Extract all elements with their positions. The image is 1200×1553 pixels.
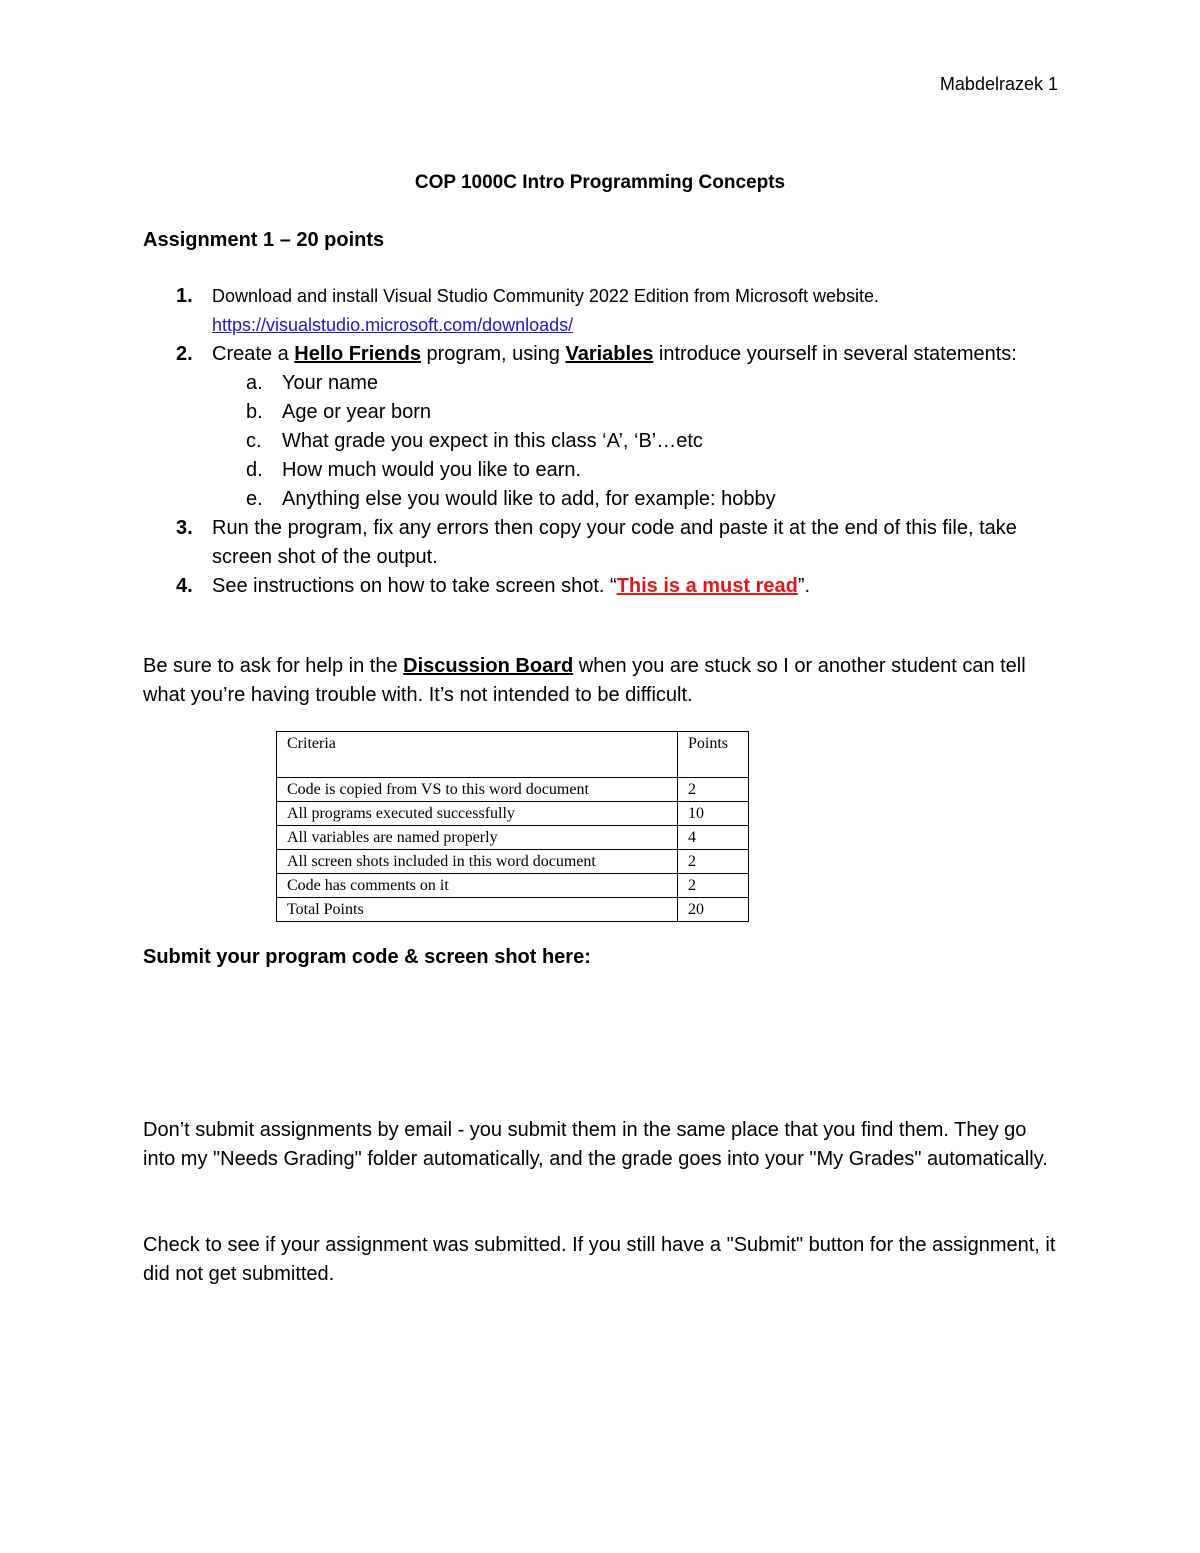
- sub-letter: a.: [246, 372, 263, 394]
- step-1: [143, 282, 1063, 340]
- note-paragraph-2: Check to see if your assignment was submitted. If you still have a "Submit" button for the assignment, it did not get submitted.: [143, 1234, 1056, 1285]
- table-row: [277, 802, 749, 826]
- instructions-list: [143, 282, 1063, 601]
- must-read-link[interactable]: This is a must read: [616, 575, 798, 597]
- help-text-post: when you are stuck so I or another student can tell what you’re having trouble with. It’s not intended to be difficult.: [143, 655, 1026, 706]
- criteria-cell: All programs executed successfully: [277, 802, 678, 826]
- step-number: 4.: [176, 575, 193, 597]
- points-cell: 2: [678, 850, 749, 874]
- document-title: COP 1000C Intro Programming Concepts: [414, 172, 786, 193]
- step-4-text-post: ”.: [797, 575, 811, 597]
- sub-text: Your name: [282, 372, 378, 394]
- sub-text: Age or year born: [282, 401, 431, 423]
- hello-friends-term: Hello Friends: [294, 343, 421, 365]
- points-cell: 2: [678, 874, 749, 898]
- step-2-text-post: introduce yourself in several statements:: [653, 343, 1017, 365]
- sub-item: [212, 369, 1063, 398]
- step-2-text-mid: program, using: [420, 343, 566, 365]
- table-row: [277, 826, 749, 850]
- sub-item: [212, 398, 1063, 427]
- step-4-text-pre: See instructions on how to take screen shot. “: [212, 575, 617, 597]
- discussion-board-term: Discussion Board: [403, 655, 574, 677]
- help-paragraph: [143, 652, 1063, 710]
- points-cell: 10: [678, 802, 749, 826]
- step-number: 3.: [176, 517, 193, 539]
- step-3-text: Run the program, fix any errors then copy your code and paste it at the end of this file, take screen shot of the output.: [212, 517, 1017, 568]
- submit-heading: Submit your program code & screen shot here:: [143, 946, 591, 968]
- step-3: [143, 514, 1063, 572]
- sub-item: [212, 427, 1063, 456]
- sub-list: [212, 369, 1063, 514]
- sub-text: What grade you expect in this class ‘A’, ‘B’…etc: [282, 430, 703, 452]
- assignment-heading: Assignment 1 – 20 points: [143, 229, 385, 251]
- sub-text: Anything else you would like to add, for example: hobby: [282, 488, 776, 510]
- step-2-text-pre: Create a: [212, 343, 295, 365]
- criteria-cell: All variables are named properly: [277, 826, 678, 850]
- points-cell: 2: [678, 778, 749, 802]
- step-1-text: Download and install Visual Studio Community 2022 Edition from Microsoft website.: [212, 286, 879, 306]
- step-number: 2.: [176, 343, 193, 365]
- points-header: Points: [678, 732, 749, 778]
- rubric-table: [276, 731, 749, 922]
- points-cell: 20: [678, 898, 749, 922]
- variables-term: Variables: [565, 343, 654, 365]
- criteria-cell: All screen shots included in this word document: [277, 850, 678, 874]
- points-cell: 4: [678, 826, 749, 850]
- criteria-cell: Total Points: [277, 898, 678, 922]
- sub-letter: c.: [246, 430, 262, 452]
- help-text-pre: Be sure to ask for help in the: [143, 655, 404, 677]
- note-paragraph-1: Don’t submit assignments by email - you submit them in the same place that you find them. They go into my "Needs Grading" folder automatically, and the grade goes into your "My Grades" automatically.: [143, 1119, 1048, 1170]
- table-row: [277, 874, 749, 898]
- table-row: [277, 850, 749, 874]
- sub-letter: e.: [246, 488, 263, 510]
- criteria-cell: Code is copied from VS to this word document: [277, 778, 678, 802]
- sub-letter: d.: [246, 459, 263, 481]
- step-2: [143, 340, 1063, 514]
- table-row: [277, 778, 749, 802]
- sub-text: How much would you like to earn.: [282, 459, 582, 481]
- step-4: [143, 572, 1063, 601]
- criteria-header: Criteria: [277, 732, 678, 778]
- sub-item: [212, 456, 1063, 485]
- table-header-row: [277, 732, 749, 778]
- download-link[interactable]: https://visualstudio.microsoft.com/downloads/: [212, 315, 574, 335]
- table-row: [277, 898, 749, 922]
- sub-letter: b.: [246, 401, 263, 423]
- sub-item: [212, 485, 1063, 514]
- step-number: 1.: [176, 285, 193, 307]
- page-header: Mabdelrazek 1: [939, 74, 1058, 94]
- criteria-cell: Code has comments on it: [277, 874, 678, 898]
